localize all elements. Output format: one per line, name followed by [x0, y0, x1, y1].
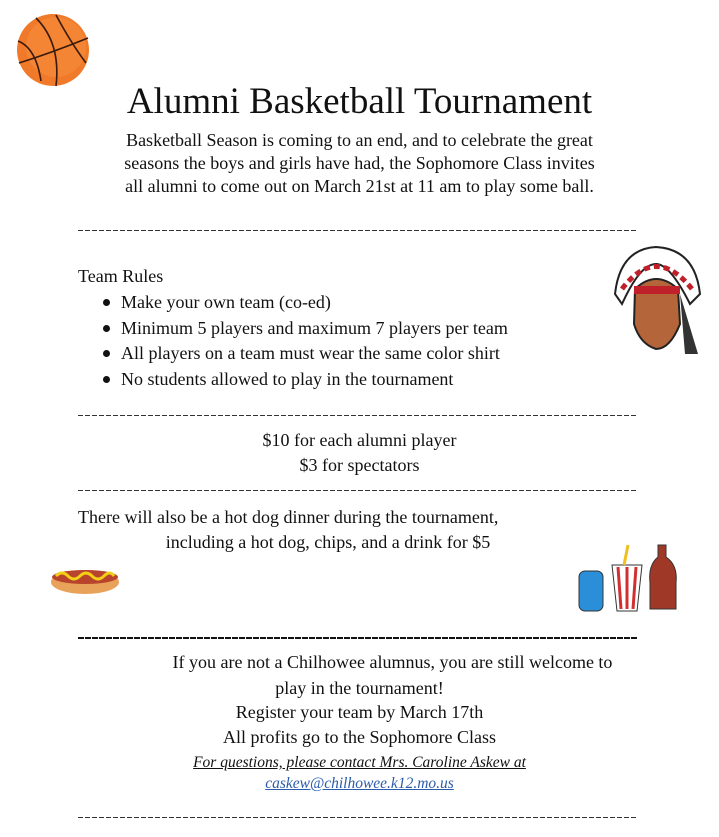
divider — [78, 415, 637, 416]
drinks-icon — [576, 543, 686, 615]
intro-line: all alumni to come out on March 21st at 11 am to play some ball. — [125, 176, 594, 196]
rule-item: All players on a team must wear the same color shirt — [78, 341, 508, 367]
mascot-chief-icon — [610, 244, 702, 356]
email-link[interactable]: caskew@chilhowee.k12.mo.us — [265, 775, 454, 792]
price-spectators: $3 for spectators — [299, 455, 420, 475]
rules-list — [78, 290, 508, 392]
footer-line: Register your team by March 17th — [235, 702, 484, 722]
basketball-icon — [16, 13, 91, 88]
divider — [78, 490, 637, 491]
divider — [78, 637, 637, 639]
rule-item: No students allowed to play in the tournament — [78, 367, 508, 393]
footer-line: play in the tournament! — [275, 678, 444, 698]
rule-item: Make your own team (co-ed) — [78, 290, 508, 316]
intro-line: seasons the boys and girls have had, the Sophomore Class invites — [124, 153, 595, 173]
footer-line: All profits go to the Sophomore Class — [223, 727, 496, 747]
divider — [78, 817, 637, 818]
intro-line: Basketball Season is coming to an end, and to celebrate the great — [126, 130, 593, 150]
rules-heading: Team Rules — [78, 266, 164, 286]
hotdog-icon — [48, 558, 122, 598]
divider — [78, 230, 637, 231]
contact-text: For questions, please contact Mrs. Caroline Askew at — [193, 754, 526, 771]
page-title: Alumni Basketball Tournament — [126, 81, 593, 122]
dinner-line: There will also be a hot dog dinner during the tournament, — [78, 507, 499, 527]
price-alumni: $10 for each alumni player — [262, 430, 457, 450]
footer-line: If you are not a Chilhowee alumnus, you are still welcome to — [172, 652, 613, 672]
dinner-line: including a hot dog, chips, and a drink for $5 — [165, 532, 491, 552]
rule-item: Minimum 5 players and maximum 7 players per team — [78, 316, 508, 342]
